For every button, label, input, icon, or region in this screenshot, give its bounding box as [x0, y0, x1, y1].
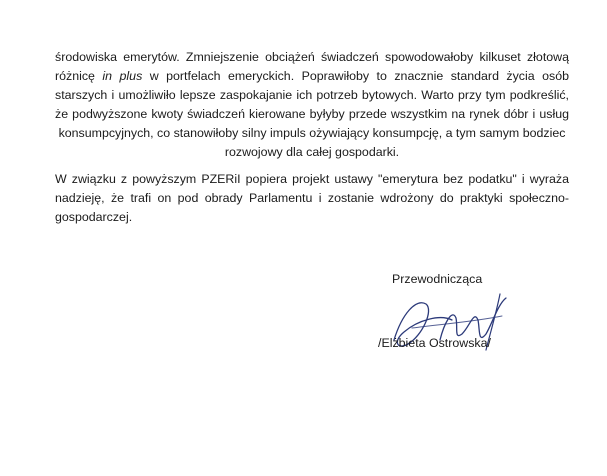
paragraph-line	[55, 67, 569, 86]
italic-phrase: in plus	[102, 69, 143, 83]
paragraph-line: W związku z powyższym PZERiI popiera projekt ustawy "emerytura bez podatku" i wyraża	[55, 172, 569, 186]
paragraph-line: gospodarczej.	[55, 210, 133, 224]
paragraph-line: nadzieję, że trafi on pod obrady Parlamentu i zostanie wdrożony do praktyki społeczno-	[55, 191, 569, 205]
text-fragment: w portfelach emeryckich. Poprawiłoby to znacznie standard życia osób	[142, 69, 569, 83]
signatory-title: Przewodnicząca	[392, 272, 483, 286]
paragraph-line: rozwojowy dla całej gospodarki.	[224, 145, 400, 159]
signatory-name: /Elżbieta Ostrowska/	[378, 336, 491, 350]
paragraph-support-statement	[55, 170, 569, 227]
paragraph-pension-impact	[55, 48, 569, 162]
paragraph-line: starszych i umożliwiło lepsze zaspokajanie ich potrzeb bytowych. Warto przy tym podkreślić,	[55, 88, 569, 102]
paragraph-line: środowiska emerytów. Zmniejszenie obciążeń świadczeń spowodowałoby kilkuset złotową	[55, 50, 569, 64]
text-fragment: różnicę	[55, 69, 103, 83]
signature-block	[350, 270, 570, 360]
paragraph-line: że podwyższone kwoty świadczeń kierowane byłyby przede wszystkim na rynek dóbr i usług	[55, 107, 569, 121]
paragraph-line: konsumpcyjnych, co stanowiłoby silny impuls ożywiający konsumpcję, a tym samym bodziec	[58, 126, 566, 140]
